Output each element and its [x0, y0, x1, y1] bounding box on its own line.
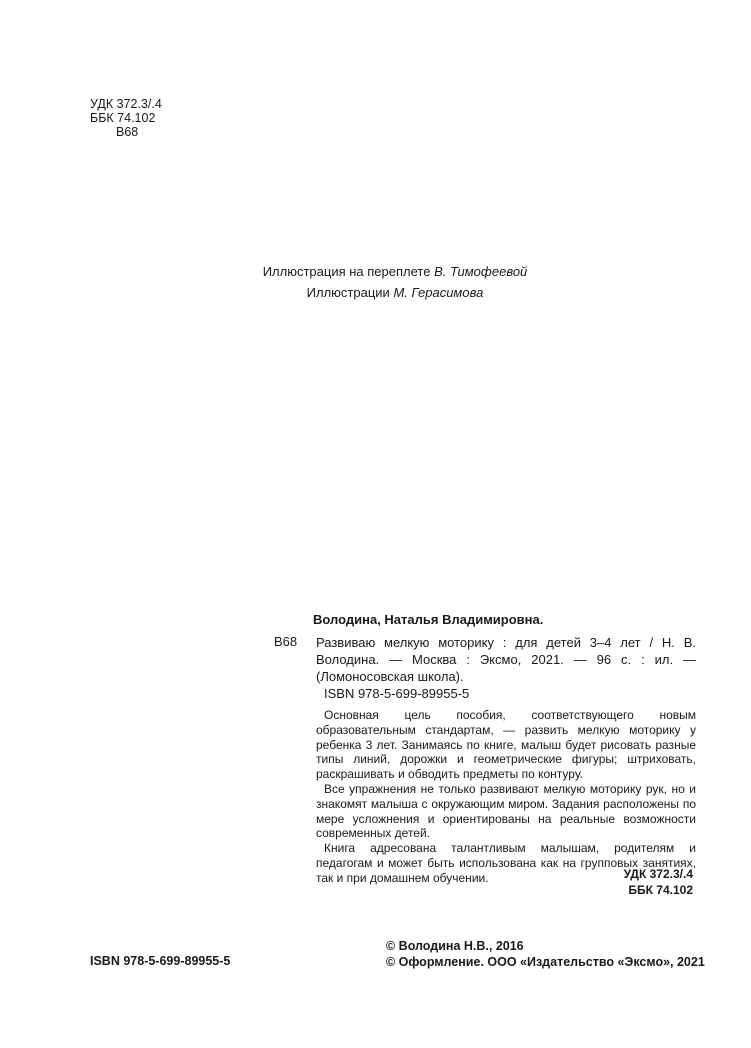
copyright-block [386, 938, 705, 970]
catalog-annotation [316, 708, 696, 886]
cover-illustration-credit [200, 261, 590, 282]
copyright-author: © Володина Н.В., 2016 [386, 939, 524, 953]
catalog-bibliographic-description [316, 634, 696, 685]
inner-credit-prefix: Иллюстрации [306, 285, 390, 300]
catalog-author-mark: В68 [274, 634, 298, 649]
copyright-design: © Оформление. ООО «Издательство «Эксмо», 2021 [386, 955, 705, 969]
classification-block [90, 97, 162, 139]
annotation-paragraph: Книга адресована талантливым малышам, родителям и педагогам и может быть использована как на групповых занятиях, так и при домашнем обучении. [316, 841, 696, 885]
annotation-paragraph: Все упражнения не только развивают мелкую моторику рук, но и знакомят малыша с окружающим миром. Задания расположены по мере усложнения и ориентированы на реальные возможности современных детей. [316, 781, 696, 841]
catalog-classification [520, 866, 693, 898]
inner-credit-artist: М. Герасимова [393, 285, 484, 300]
catalog-author: Володина, Наталья Владимировна. [313, 612, 544, 627]
bbk-code: ББК 74.102 [90, 111, 156, 125]
inner-illustration-credit [200, 282, 590, 303]
footer-isbn: ISBN 978-5-699-89955-5 [90, 954, 231, 968]
author-mark: В68 [116, 125, 139, 139]
bibliographic-text: Развиваю мелкую моторику : для детей 3–4 лет / Н. В. Володина. — Москва : Эксмо, 2021. — 96 с. : ил. — (Ломоносовская школа). [316, 635, 696, 684]
catalog-isbn: ISBN 978-5-699-89955-5 [324, 686, 470, 701]
udk-code: УДК 372.3/.4 [90, 97, 162, 111]
annotation-paragraph: Основная цель пособия, соответствующего новым образовательным стандартам, — развить мелкую моторику у ребенка 3 лет. Занимаясь по книге, малыш будет рисовать разные типы линий, дорожки и геометрические фигуры; штриховать, раскрашивать и обводить предметы по контуру. [316, 708, 696, 782]
cover-credit-prefix: Иллюстрация на переплете [262, 264, 431, 279]
cover-credit-artist: В. Тимофеевой [434, 264, 528, 279]
catalog-udk: УДК 372.3/.4 [623, 867, 693, 881]
catalog-bbk: ББК 74.102 [628, 883, 693, 897]
